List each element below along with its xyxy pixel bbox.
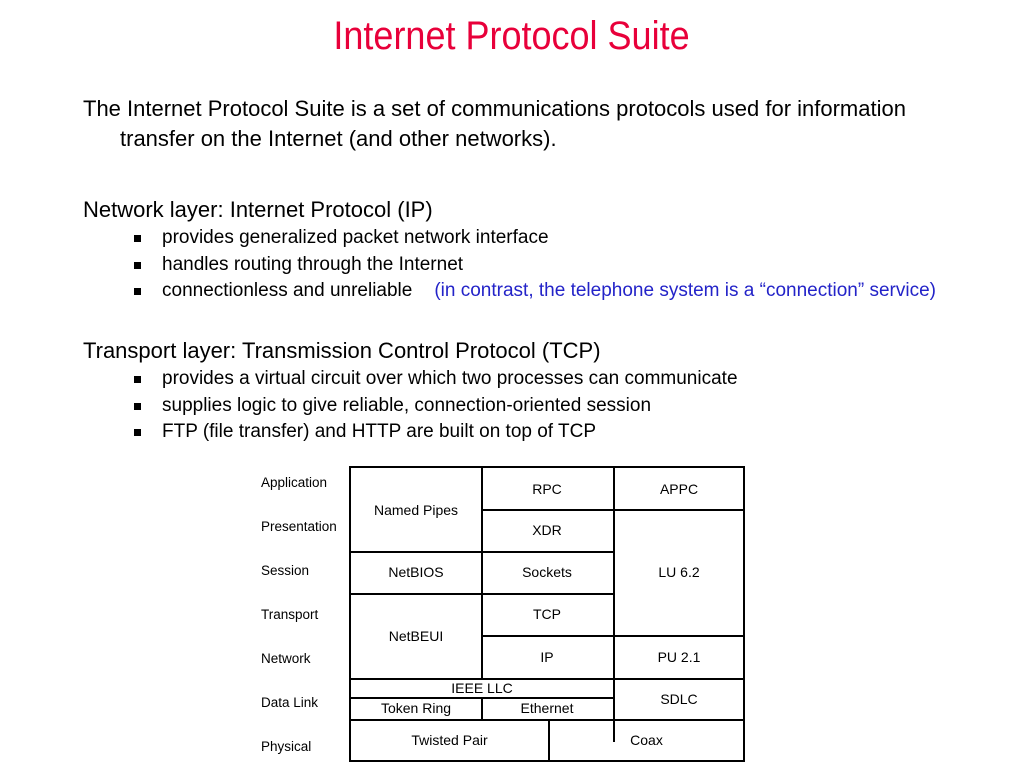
bullet-square-icon [134,262,141,269]
cell-netbeui: NetBEUI [388,627,444,644]
cell-tcp: TCP [533,606,561,622]
cell-appc: APPC [659,480,699,497]
telephone-contrast-note: (in contrast, the telephone system is a “connection” service) [434,280,936,301]
cell-named-pipes: Named Pipes [373,501,459,518]
cell-ip: IP [540,648,554,665]
transport-bullet-list [134,366,738,446]
cell-rpc: RPC [532,480,562,497]
list-item [134,278,936,305]
cell-ethernet: Ethernet [520,700,574,716]
layer-label-presentation: Presentation [261,519,337,534]
bullet-square-icon [134,288,141,295]
list-item [134,393,738,420]
cell-twisted-pair: Twisted Pair [411,731,488,748]
cell-token-ring: Token Ring [380,700,452,716]
list-item [134,366,738,393]
cell-ieee-llc: IEEE LLC [451,679,513,696]
bullet-text: handles routing through the Internet [162,253,464,275]
bullet-square-icon [134,403,141,410]
network-bullet-list [134,225,936,305]
layer-label-physical: Physical [261,739,312,754]
list-item [134,225,936,252]
layer-label-session: Session [261,563,310,578]
layer-label-application: Application [261,475,328,490]
bullet-text: provides generalized packet network interface [162,227,549,248]
bullet-text: supplies logic to give reliable, connection-oriented session [162,394,652,416]
cell-lu-6-2: LU 6.2 [658,564,700,580]
cell-coax: Coax [630,731,663,748]
bullet-text: provides a virtual circuit over which two processes can communicate [162,368,738,389]
cell-sockets: Sockets [522,564,572,580]
intro-paragraph: The Internet Protocol Suite is a set of communications protocols used for information transfer on the Internet (and other networks). [83,96,906,151]
list-item [134,419,738,446]
bullet-square-icon [134,429,141,436]
page-title: Internet Protocol Suite [333,14,690,58]
list-item [134,252,936,279]
cell-sdlc: SDLC [660,690,698,707]
layer-label-data-link: Data Link [261,695,319,710]
layer-label-transport: Transport [261,607,319,622]
cell-xdr: XDR [532,522,562,538]
bullet-text: FTP (file transfer) and HTTP are built on top of TCP [162,421,597,442]
cell-pu-2-1: PU 2.1 [657,648,701,665]
bullet-square-icon [134,235,141,242]
bullet-square-icon [134,376,141,383]
network-layer-heading: Network layer: Internet Protocol (IP) [83,197,433,222]
cell-netbios: NetBIOS [388,564,444,580]
layer-label-network: Network [261,651,311,666]
transport-layer-heading: Transport layer: Transmission Control Protocol (TCP) [83,338,601,363]
bullet-text: connectionless and unreliable [162,280,413,301]
protocol-stack-diagram [349,466,745,762]
